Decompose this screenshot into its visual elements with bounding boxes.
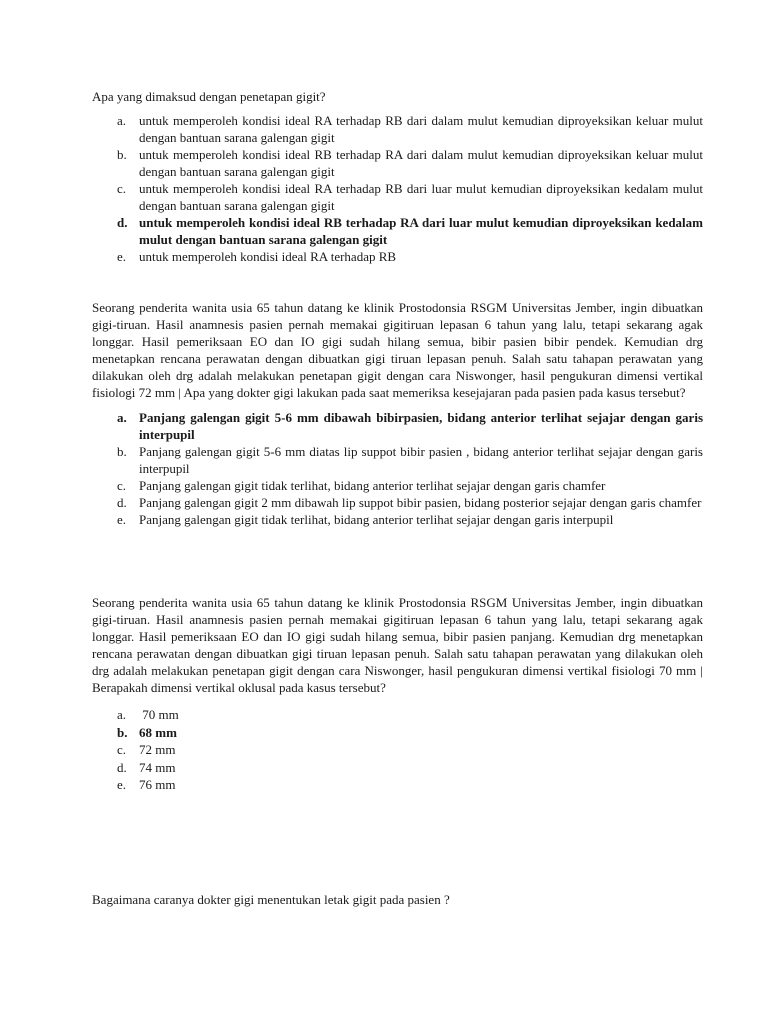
option-text: Panjang galengan gigit 5-6 mm dibawah bibirpasien, bidang anterior terlihat sejajar dengan garis interpupil: [139, 410, 703, 442]
option-text: 72 mm: [139, 742, 176, 758]
question-2: [92, 299, 703, 528]
option-marker: c.: [117, 181, 127, 196]
option-text: Panjang galengan gigit tidak terlihat, bidang anterior terlihat sejajar dengan garis interpupil: [139, 512, 614, 527]
option-marker: b.: [117, 444, 127, 459]
option-item: [92, 477, 703, 494]
question-prompt: Seorang penderita wanita usia 65 tahun datang ke klinik Prostodonsia RSGM Universitas Jember, ingin dibuatkan gigi-tiruan. Hasil anamnesis pasien pernah memakai gigitiruan lepasan 6 tahun yang lalu, tetapi sekarang agak longgar. Hasil pemeriksaan EO dan IO gigi sudah hilang semua, bibir pasien bibir pendek. Kemudian drg menetapkan rencana perawatan dengan dibuatkan gigi tiruan lepasan penuh. Salah satu tahapan perawatan yang dilakukan oleh drg adalah melakukan penetapan gigit dengan cara Niswonger, hasil pengukuran dimensi vertikal fisiologi 72 mm | Apa yang dokter gigi lakukan pada saat memeriksa kesejajaran pada pasien pada kasus tersebut?: [92, 300, 703, 400]
option-text: 74 mm: [139, 759, 176, 775]
option-item: [92, 146, 703, 180]
option-item: [92, 494, 703, 511]
option-marker: a.: [117, 113, 127, 128]
option-text: untuk memperoleh kondisi ideal RB terhadap RA dari dalam mulut kemudian diproyeksikan keluar mulut dengan bantuan sarana galengan gigit: [139, 147, 703, 179]
option-text: untuk memperoleh kondisi ideal RA terhadap RB dari luar mulut kemudian diproyeksikan kedalam mulut dengan bantuan sarana galengan gigit: [139, 181, 703, 213]
option-item: [92, 759, 703, 777]
option-text: untuk memperoleh kondisi ideal RA terhadap RB: [139, 249, 397, 264]
option-item: [92, 741, 703, 759]
question-prompt: Apa yang dimaksud dengan penetapan gigit?: [92, 89, 326, 104]
question-3: [92, 594, 703, 794]
option-text: 76 mm: [139, 777, 176, 793]
question-4: [92, 891, 703, 908]
option-item-answer: [92, 214, 703, 248]
option-marker: b.: [117, 147, 127, 162]
option-marker: e.: [117, 512, 127, 527]
option-marker: d.: [117, 215, 128, 230]
option-marker: c.: [117, 478, 127, 493]
option-text: Panjang galengan gigit 5-6 mm diatas lip suppot bibir pasien , bidang anterior terlihat sejajar dengan garis interpupil: [139, 444, 703, 476]
option-marker: a.: [117, 410, 127, 425]
option-list: [92, 706, 703, 794]
option-item: [92, 776, 703, 794]
option-text: Panjang galengan gigit tidak terlihat, bidang anterior terlihat sejajar dengan garis chamfer: [139, 478, 606, 493]
option-item: [92, 112, 703, 146]
option-marker: d.: [117, 759, 127, 775]
option-item: [92, 443, 703, 477]
option-item: [92, 511, 703, 528]
option-marker: c.: [117, 742, 127, 758]
option-marker: b.: [117, 724, 128, 740]
option-item-answer: [92, 409, 703, 443]
option-text: 68 mm: [139, 724, 177, 740]
option-text: 70 mm: [139, 707, 179, 722]
option-list: [92, 409, 703, 528]
question-1: [92, 88, 703, 265]
option-item-answer: [92, 724, 703, 742]
option-marker: e.: [117, 777, 127, 793]
option-item: [92, 180, 703, 214]
option-text: untuk memperoleh kondisi ideal RB terhadap RA dari luar mulut kemudian diproyeksikan kedalam mulut dengan bantuan sarana galengan gigit: [139, 215, 703, 247]
option-marker: e.: [117, 249, 127, 264]
question-prompt: Seorang penderita wanita usia 65 tahun datang ke klinik Prostodonsia RSGM Universitas Jember, ingin dibuatkan gigi-tiruan. Hasil anamnesis pasien pernah memakai gigitiruan lepasan 6 tahun yang lalu, tetapi sekarang agak longgar. Hasil pemeriksaan EO dan IO gigi sudah hilang semua, bibir pasien panjang. Kemudian drg menetapkan rencana perawatan dengan dibuatkan gigi tiruan lepasan penuh. Salah satu tahapan perawatan yang dilakukan oleh drg adalah melakukan penetapan gigit dengan cara Niswonger, hasil pengukuran dimensi vertikal fisiologi 70 mm | Berapakah dimensi vertikal oklusal pada kasus tersebut?: [92, 595, 703, 695]
option-item: [92, 706, 703, 724]
option-item: [92, 248, 703, 265]
option-list: [92, 112, 703, 265]
option-marker: a.: [117, 707, 127, 722]
question-prompt: Bagaimana caranya dokter gigi menentukan letak gigit pada pasien ?: [92, 892, 450, 907]
option-text: untuk memperoleh kondisi ideal RA terhadap RB dari dalam mulut kemudian diproyeksikan keluar mulut dengan bantuan sarana galengan gigit: [139, 113, 703, 145]
option-text: Panjang galengan gigit 2 mm dibawah lip suppot bibir pasien, bidang posterior sejajar dengan garis chamfer: [139, 495, 702, 510]
option-marker: d.: [117, 495, 127, 510]
